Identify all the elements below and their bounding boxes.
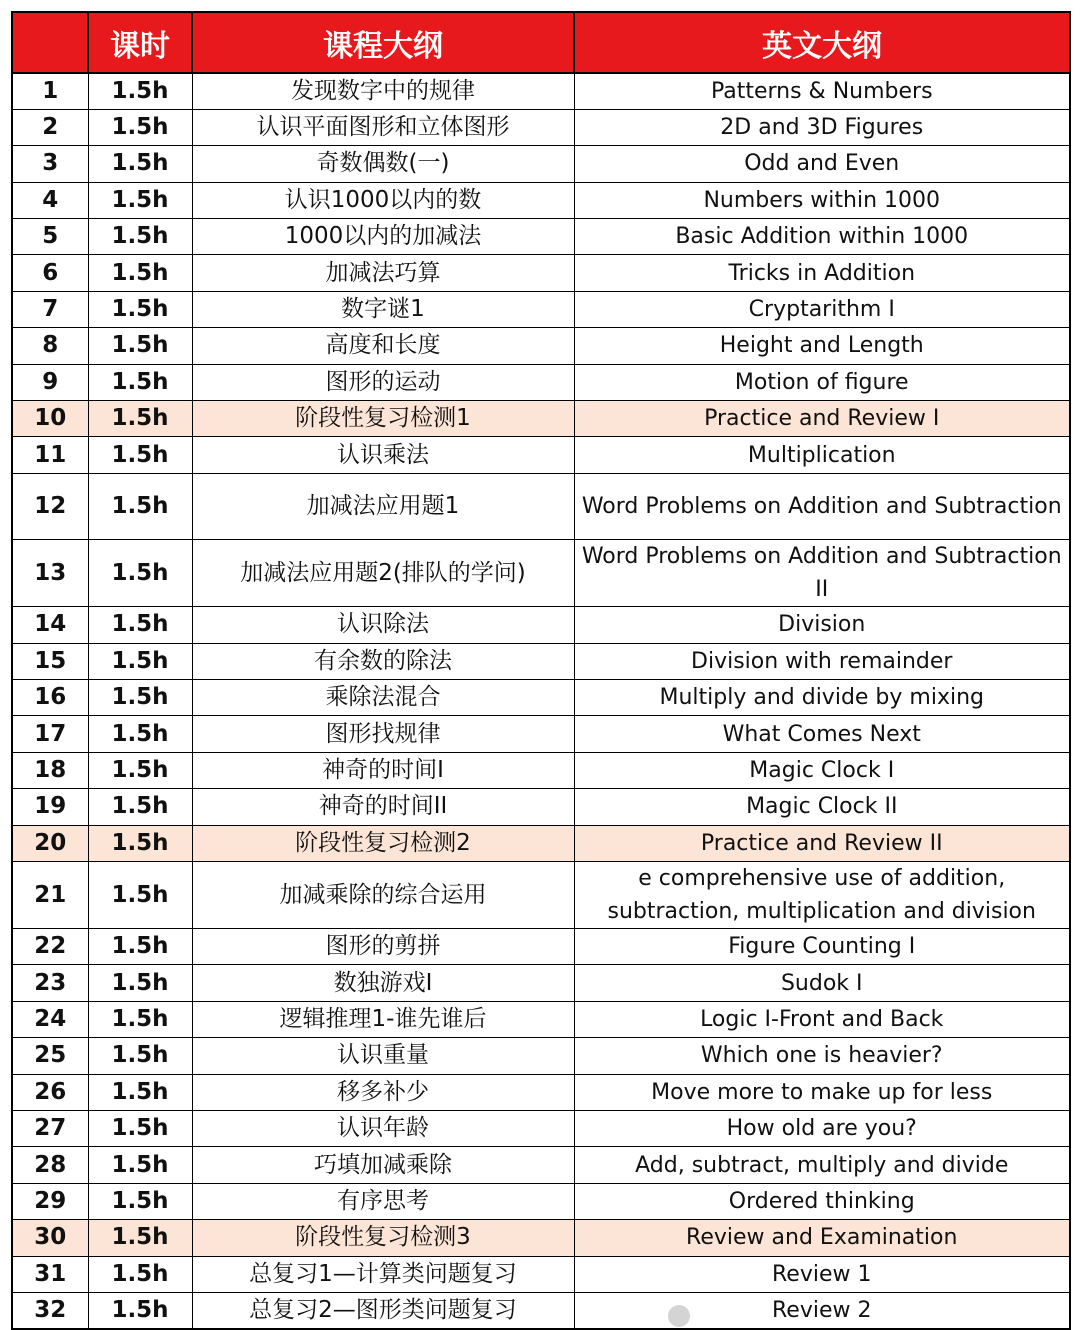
lesson-hours-cell: 1.5h xyxy=(88,607,192,643)
lesson-hours-cell: 1.5h xyxy=(88,965,192,1001)
lesson-number-cell: 17 xyxy=(12,716,88,752)
table-row xyxy=(12,965,1070,1001)
lesson-hours-cell: 1.5h xyxy=(88,328,192,364)
lesson-hours-cell: 1.5h xyxy=(88,364,192,400)
table-row xyxy=(12,291,1070,327)
chinese-outline-cell: 阶段性复习检测2 xyxy=(192,825,574,861)
lesson-hours-cell: 1.5h xyxy=(88,1183,192,1219)
lesson-number-cell: 12 xyxy=(12,473,88,540)
chinese-outline-cell: 加减法应用题1 xyxy=(192,473,574,540)
lesson-number-cell: 21 xyxy=(12,862,88,929)
chinese-outline-cell: 图形找规律 xyxy=(192,716,574,752)
lesson-hours-cell: 1.5h xyxy=(88,255,192,291)
table-row xyxy=(12,328,1070,364)
lesson-hours-cell: 1.5h xyxy=(88,540,192,607)
english-outline-cell: e comprehensive use of addition, subtraction, multiplication and division xyxy=(574,862,1070,929)
chinese-outline-cell: 神奇的时间I xyxy=(192,752,574,788)
header-course-outline: 课程大纲 xyxy=(192,12,574,73)
chinese-outline-cell: 认识平面图形和立体图形 xyxy=(192,109,574,145)
table-row xyxy=(12,109,1070,145)
english-outline-cell: Cryptarithm I xyxy=(574,291,1070,327)
lesson-number-cell: 15 xyxy=(12,643,88,679)
chinese-outline-cell: 有序思考 xyxy=(192,1183,574,1219)
chinese-outline-cell: 逻辑推理1-谁先谁后 xyxy=(192,1001,574,1037)
english-outline-cell: 2D and 3D Figures xyxy=(574,109,1070,145)
chinese-outline-cell: 奇数偶数(一) xyxy=(192,146,574,182)
english-outline-cell: Multiplication xyxy=(574,437,1070,473)
lesson-hours-cell: 1.5h xyxy=(88,643,192,679)
table-row xyxy=(12,146,1070,182)
lesson-number-cell: 10 xyxy=(12,401,88,437)
table-row xyxy=(12,862,1070,929)
lesson-number-cell: 11 xyxy=(12,437,88,473)
chinese-outline-cell: 认识除法 xyxy=(192,607,574,643)
lesson-hours-cell: 1.5h xyxy=(88,752,192,788)
english-outline-cell: Tricks in Addition xyxy=(574,255,1070,291)
wechat-icon xyxy=(668,1305,690,1327)
lesson-number-cell: 3 xyxy=(12,146,88,182)
chinese-outline-cell: 图形的剪拼 xyxy=(192,929,574,965)
table-row xyxy=(12,1001,1070,1037)
english-outline-cell: Word Problems on Addition and Subtraction xyxy=(574,473,1070,540)
lesson-number-cell: 23 xyxy=(12,965,88,1001)
watermark xyxy=(668,1303,698,1328)
english-outline-cell: Word Problems on Addition and Subtraction II xyxy=(574,540,1070,607)
chinese-outline-cell: 发现数字中的规律 xyxy=(192,73,574,109)
lesson-hours-cell: 1.5h xyxy=(88,219,192,255)
lesson-hours-cell: 1.5h xyxy=(88,1220,192,1256)
chinese-outline-cell: 加减法应用题2(排队的学问) xyxy=(192,540,574,607)
table-row xyxy=(12,789,1070,825)
table-row xyxy=(12,1220,1070,1256)
lesson-number-cell: 8 xyxy=(12,328,88,364)
lesson-number-cell: 4 xyxy=(12,182,88,218)
lesson-hours-cell: 1.5h xyxy=(88,716,192,752)
chinese-outline-cell: 数独游戏I xyxy=(192,965,574,1001)
chinese-outline-cell: 加减法巧算 xyxy=(192,255,574,291)
header-hours: 课时 xyxy=(88,12,192,73)
english-outline-cell: How old are you? xyxy=(574,1110,1070,1146)
lesson-number-cell: 19 xyxy=(12,789,88,825)
lesson-hours-cell: 1.5h xyxy=(88,1001,192,1037)
chinese-outline-cell: 阶段性复习检测1 xyxy=(192,401,574,437)
lesson-hours-cell: 1.5h xyxy=(88,437,192,473)
chinese-outline-cell: 总复习2—图形类问题复习 xyxy=(192,1292,574,1328)
lesson-number-cell: 32 xyxy=(12,1292,88,1328)
lesson-number-cell: 26 xyxy=(12,1074,88,1110)
lesson-hours-cell: 1.5h xyxy=(88,73,192,109)
chinese-outline-cell: 乘除法混合 xyxy=(192,680,574,716)
english-outline-cell: Figure Counting I xyxy=(574,929,1070,965)
chinese-outline-cell: 认识乘法 xyxy=(192,437,574,473)
lesson-hours-cell: 1.5h xyxy=(88,109,192,145)
lesson-number-cell: 13 xyxy=(12,540,88,607)
lesson-number-cell: 5 xyxy=(12,219,88,255)
english-outline-cell: Review 1 xyxy=(574,1256,1070,1292)
lesson-number-cell: 29 xyxy=(12,1183,88,1219)
english-outline-cell: Height and Length xyxy=(574,328,1070,364)
lesson-hours-cell: 1.5h xyxy=(88,473,192,540)
lesson-number-cell: 18 xyxy=(12,752,88,788)
table-row xyxy=(12,473,1070,540)
table-row xyxy=(12,1256,1070,1292)
chinese-outline-cell: 高度和长度 xyxy=(192,328,574,364)
english-outline-cell: Motion of figure xyxy=(574,364,1070,400)
lesson-hours-cell: 1.5h xyxy=(88,929,192,965)
table-row xyxy=(12,825,1070,861)
chinese-outline-cell: 1000以内的加减法 xyxy=(192,219,574,255)
english-outline-cell: Logic I-Front and Back xyxy=(574,1001,1070,1037)
chinese-outline-cell: 神奇的时间II xyxy=(192,789,574,825)
chinese-outline-cell: 加减乘除的综合运用 xyxy=(192,862,574,929)
english-outline-cell: Magic Clock I xyxy=(574,752,1070,788)
lesson-number-cell: 28 xyxy=(12,1147,88,1183)
lesson-number-cell: 16 xyxy=(12,680,88,716)
chinese-outline-cell: 阶段性复习检测3 xyxy=(192,1220,574,1256)
english-outline-cell: Numbers within 1000 xyxy=(574,182,1070,218)
english-outline-cell: Practice and Review I xyxy=(574,401,1070,437)
lesson-hours-cell: 1.5h xyxy=(88,1110,192,1146)
chinese-outline-cell: 认识1000以内的数 xyxy=(192,182,574,218)
lesson-hours-cell: 1.5h xyxy=(88,146,192,182)
lesson-hours-cell: 1.5h xyxy=(88,401,192,437)
table-row xyxy=(12,680,1070,716)
lesson-hours-cell: 1.5h xyxy=(88,291,192,327)
lesson-hours-cell: 1.5h xyxy=(88,1256,192,1292)
lesson-number-cell: 30 xyxy=(12,1220,88,1256)
lesson-number-cell: 20 xyxy=(12,825,88,861)
table-row xyxy=(12,1074,1070,1110)
english-outline-cell: Division with remainder xyxy=(574,643,1070,679)
table-row xyxy=(12,255,1070,291)
chinese-outline-cell: 认识年龄 xyxy=(192,1110,574,1146)
lesson-hours-cell: 1.5h xyxy=(88,825,192,861)
table-row xyxy=(12,219,1070,255)
lesson-number-cell: 31 xyxy=(12,1256,88,1292)
english-outline-cell: Division xyxy=(574,607,1070,643)
chinese-outline-cell: 认识重量 xyxy=(192,1038,574,1074)
table-row xyxy=(12,716,1070,752)
lesson-number-cell: 2 xyxy=(12,109,88,145)
english-outline-cell: Which one is heavier? xyxy=(574,1038,1070,1074)
chinese-outline-cell: 数字谜1 xyxy=(192,291,574,327)
table-row xyxy=(12,73,1070,109)
lesson-hours-cell: 1.5h xyxy=(88,1147,192,1183)
english-outline-cell: Multiply and divide by mixing xyxy=(574,680,1070,716)
lesson-hours-cell: 1.5h xyxy=(88,1292,192,1328)
lesson-number-cell: 7 xyxy=(12,291,88,327)
english-outline-cell: Review and Examination xyxy=(574,1220,1070,1256)
lesson-number-cell: 6 xyxy=(12,255,88,291)
english-outline-cell: Odd and Even xyxy=(574,146,1070,182)
chinese-outline-cell: 图形的运动 xyxy=(192,364,574,400)
lesson-number-cell: 1 xyxy=(12,73,88,109)
lesson-number-cell: 9 xyxy=(12,364,88,400)
english-outline-cell: Ordered thinking xyxy=(574,1183,1070,1219)
header-index xyxy=(12,12,88,73)
header-english-outline: 英文大纲 xyxy=(574,12,1070,73)
table-row xyxy=(12,182,1070,218)
english-outline-cell: Magic Clock II xyxy=(574,789,1070,825)
table-row xyxy=(12,1183,1070,1219)
table-row xyxy=(12,752,1070,788)
lesson-number-cell: 14 xyxy=(12,607,88,643)
table-row xyxy=(12,643,1070,679)
chinese-outline-cell: 巧填加减乘除 xyxy=(192,1147,574,1183)
course-outline-table xyxy=(11,11,1071,1330)
table-row xyxy=(12,1110,1070,1146)
english-outline-cell: Patterns & Numbers xyxy=(574,73,1070,109)
lesson-number-cell: 27 xyxy=(12,1110,88,1146)
lesson-hours-cell: 1.5h xyxy=(88,1074,192,1110)
lesson-number-cell: 25 xyxy=(12,1038,88,1074)
lesson-hours-cell: 1.5h xyxy=(88,789,192,825)
lesson-number-cell: 22 xyxy=(12,929,88,965)
english-outline-cell: What Comes Next xyxy=(574,716,1070,752)
table-row xyxy=(12,401,1070,437)
table-row xyxy=(12,1038,1070,1074)
lesson-hours-cell: 1.5h xyxy=(88,680,192,716)
english-outline-cell: Practice and Review II xyxy=(574,825,1070,861)
english-outline-cell: Add, subtract, multiply and divide xyxy=(574,1147,1070,1183)
table-row xyxy=(12,364,1070,400)
table-row xyxy=(12,540,1070,607)
table-body xyxy=(12,73,1070,1329)
chinese-outline-cell: 总复习1—计算类问题复习 xyxy=(192,1256,574,1292)
lesson-hours-cell: 1.5h xyxy=(88,862,192,929)
table-row xyxy=(12,1147,1070,1183)
chinese-outline-cell: 有余数的除法 xyxy=(192,643,574,679)
table-row xyxy=(12,607,1070,643)
table-row xyxy=(12,437,1070,473)
table-row xyxy=(12,929,1070,965)
lesson-number-cell: 24 xyxy=(12,1001,88,1037)
table-header-row xyxy=(12,12,1070,73)
lesson-hours-cell: 1.5h xyxy=(88,1038,192,1074)
chinese-outline-cell: 移多补少 xyxy=(192,1074,574,1110)
english-outline-cell: Review 2 xyxy=(574,1292,1070,1328)
table-row xyxy=(12,1292,1070,1328)
english-outline-cell: Basic Addition within 1000 xyxy=(574,219,1070,255)
lesson-hours-cell: 1.5h xyxy=(88,182,192,218)
english-outline-cell: Move more to make up for less xyxy=(574,1074,1070,1110)
english-outline-cell: Sudok I xyxy=(574,965,1070,1001)
